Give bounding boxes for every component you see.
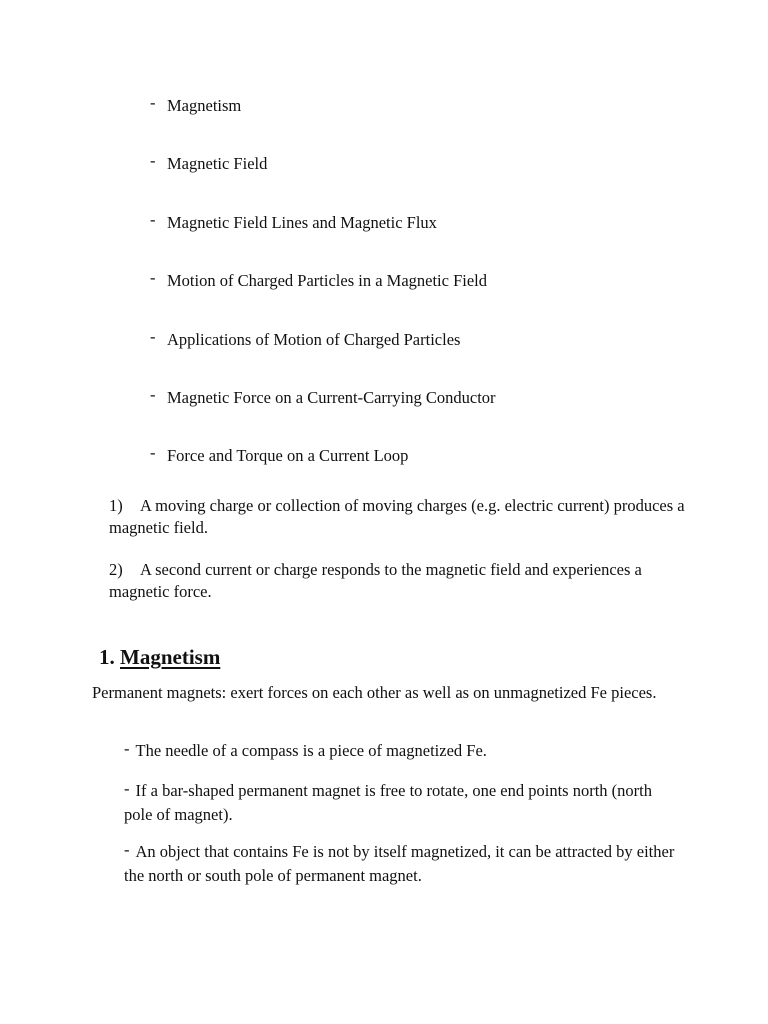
bullet-item [124, 840, 684, 888]
topic-label: Applications of Motion of Charged Particles [167, 330, 461, 349]
list-dash: - [150, 327, 156, 346]
topic-item [150, 210, 437, 233]
section-heading [99, 643, 220, 671]
intro-paragraph: Permanent magnets: exert forces on each other as well as on unmagnetized Fe pieces. [92, 683, 657, 702]
topic-label: Magnetic Force on a Current-Carrying Conductor [167, 388, 496, 407]
principle-number: 1) [109, 496, 123, 515]
principle-text: A second current or charge responds to the magnetic field and experiences a magnetic force. [109, 560, 642, 601]
bullet-dash: - [124, 739, 130, 758]
bullet-item [124, 739, 684, 763]
list-dash: - [150, 210, 156, 229]
principle-number: 2) [109, 560, 123, 579]
principle-text: A moving charge or collection of moving charges (e.g. electric current) produces a magnetic field. [109, 496, 685, 537]
topic-label: Magnetism [167, 96, 242, 115]
bullet-text: An object that contains Fe is not by itself magnetized, it can be attracted by either the north or south pole of permanent magnet. [124, 842, 675, 885]
topic-label: Magnetic Field Lines and Magnetic Flux [167, 213, 437, 232]
topic-item [150, 93, 242, 116]
topic-item [150, 385, 496, 408]
topic-item [150, 443, 409, 466]
bullet-text: The needle of a compass is a piece of magnetized Fe. [135, 741, 487, 760]
section-number: 1. [99, 645, 115, 669]
topic-item [150, 151, 268, 174]
principle-paragraph [109, 559, 689, 603]
bullet-text: If a bar-shaped permanent magnet is free to rotate, one end points north (north pole of magnet). [124, 781, 652, 824]
bullet-dash: - [124, 779, 130, 798]
topic-item [150, 327, 461, 350]
section-title: Magnetism [120, 645, 221, 669]
topic-label: Motion of Charged Particles in a Magnetic Field [167, 271, 488, 290]
principle-paragraph [109, 495, 689, 539]
list-dash: - [150, 93, 156, 112]
bullet-item [124, 779, 684, 827]
list-dash: - [150, 443, 156, 462]
list-dash: - [150, 151, 156, 170]
topic-label: Force and Torque on a Current Loop [167, 446, 409, 465]
bullet-dash: - [124, 840, 130, 859]
list-dash: - [150, 268, 156, 287]
topic-item [150, 268, 488, 291]
list-dash: - [150, 385, 156, 404]
topic-label: Magnetic Field [167, 154, 268, 173]
